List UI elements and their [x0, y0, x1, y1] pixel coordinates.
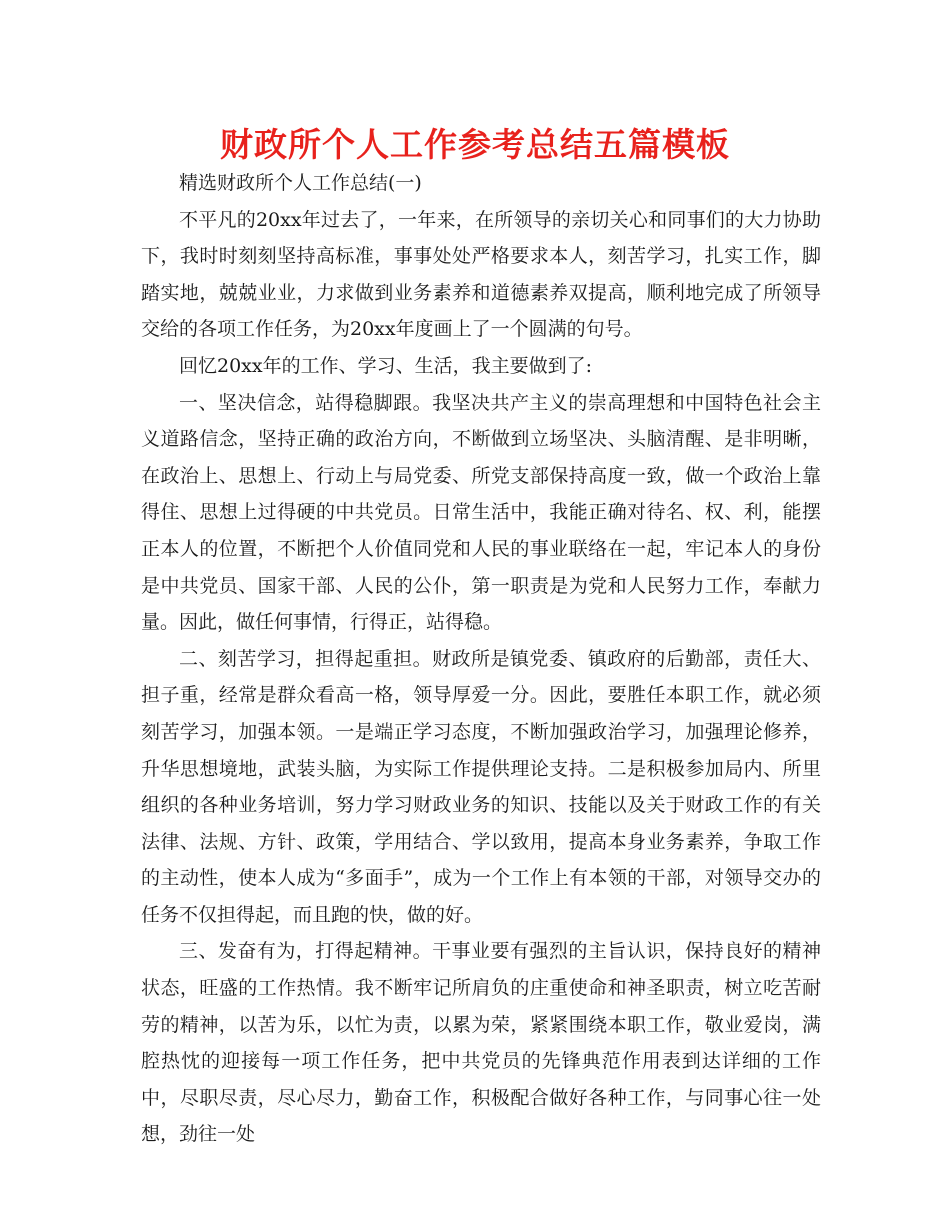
- paragraph-point-3: 三、发奋有为，打得起精神。干事业要有强烈的主旨认识，保持良好的精神状态，旺盛的工作热情。我不断牢记所肩负的庄重使命和神圣职责，树立吃苦耐劳的精神，以苦为乐，以忙为责，以累为荣，紧紧围绕本职工作，敬业爱岗，满腔热忱的迎接每一项工作任务，把中共党员的先锋典范作用表到达详细的工作中，尽职尽责，尽心尽力，勤奋工作，积极配合做好各种工作，与同事心往一处想，劲往一处: [141, 940, 821, 1146]
- paragraph-point-1: 一、坚决信念，站得稳脚跟。我坚决共产主义的崇高理想和中国特色社会主义道路信念，坚持正确的政治方向，不断做到立场坚决、头脑清醒、是非明晰，在政治上、思想上、行动上与局党委、所党支部保持高度一致，做一个政治上靠得住、思想上过得硬的中共党员。日常生活中，我能正确对待名、权、利，能摆正本人的位置，不断把个人价值同党和人民的事业联络在一起，牢记本人的身份是中共党员、国家干部、人民的公仆，第一职责是为党和人民努力工作，奉献力量。因此，做任何事情，行得正，站得稳。: [141, 391, 821, 634]
- paragraph-review: 回忆20xx年的工作、学习、生活，我主要做到了:: [179, 354, 593, 377]
- paragraph-point-2: 二、刻苦学习，担得起重担。财政所是镇党委、镇政府的后勤部，责任大、担子重，经常是群众看高一格，领导厚爱一分。因此，要胜任本职工作，就必须刻苦学习，加强本领。一是端正学习态度，不断加强政治学习，加强理论修养，升华思想境地，武装头脑，为实际工作提供理论支持。二是积极参加局内、所里组织的各种业务培训，努力学习财政业务的知识、技能以及关于财政工作的有关法律、法规、方针、政策，学用结合、学以致用，提高本身业务素养，争取工作的主动性，使本人成为“多面手”，成为一个工作上有本领的干部，对领导交办的任务不仅担得起，而且跑的快，做的好。: [141, 647, 821, 926]
- document-body: [141, 165, 821, 1153]
- paragraph-intro: 不平凡的20xx年过去了，一年来，在所领导的亲切关心和同事们的大力协助下，我时时刻刻坚持高标准，事事处处严格要求本人，刻苦学习，扎实工作，脚踏实地，兢兢业业，力求做到业务素养和道德素养双提高，顺利地完成了所领导交给的各项工作任务，为20xx年度画上了一个圆满的句号。: [141, 208, 821, 341]
- document-title: 财政所个人工作参考总结五篇模板: [220, 125, 730, 164]
- section-heading: 精选财政所个人工作总结(一): [179, 172, 422, 194]
